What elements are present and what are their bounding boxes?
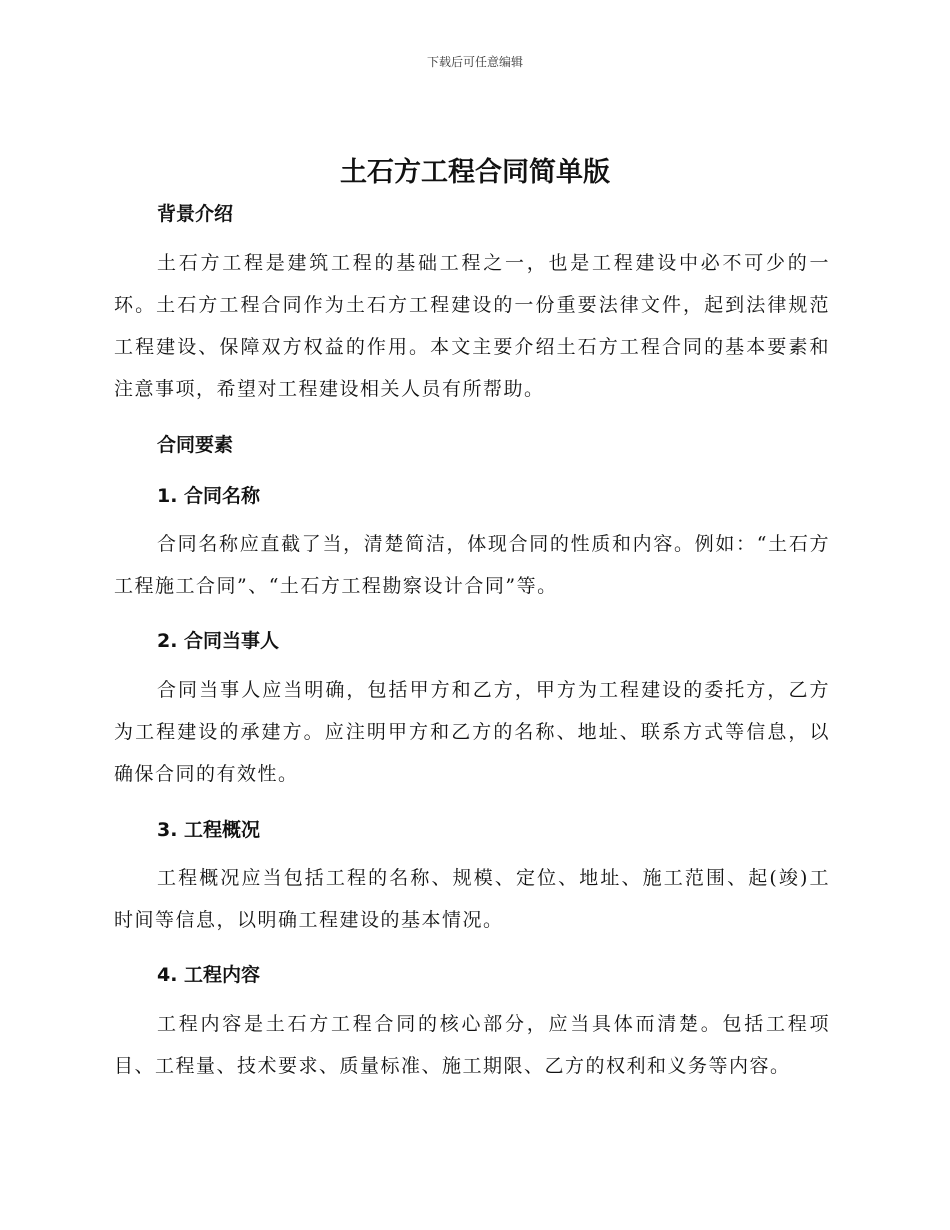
section-paragraph-background: 土石方工程是建筑工程的基础工程之一，也是工程建设中必不可少的一环。土石方工程合同作为土石方工程建设的一份重要法律文件，起到法律规范工程建设、保障双方权益的作用。本文主要介绍土石方工程合同的基本要素和注意事项，希望对工程建设相关人员有所帮助。: [114, 252, 830, 400]
section-heading-contract-name: 1. 合同名称: [157, 485, 261, 507]
section-heading-background: 背景介绍: [157, 203, 234, 225]
section-heading-contract-elements: 合同要素: [157, 434, 234, 456]
section-paragraph-project-overview: 工程概况应当包括工程的名称、规模、定位、地址、施工范围、起(竣)工时间等信息，以明确工程建设的基本情况。: [114, 867, 830, 931]
section-paragraph-project-content: 工程内容是土石方工程合同的核心部分，应当具体而清楚。包括工程项目、工程量、技术要求、质量标准、施工期限、乙方的权利和义务等内容。: [114, 1013, 830, 1077]
section-paragraph-contract-name: 合同名称应直截了当，清楚简洁，体现合同的性质和内容。例如：“土石方工程施工合同”、“土石方工程勘察设计合同”等。: [114, 533, 830, 597]
section-heading-project-overview: 3. 工程概况: [157, 819, 261, 841]
section-heading-contract-parties: 2. 合同当事人: [157, 630, 280, 652]
document-title: 土石方工程合同简单版: [340, 157, 610, 188]
section-paragraph-contract-parties: 合同当事人应当明确，包括甲方和乙方，甲方为工程建设的委托方，乙方为工程建设的承建方。应注明甲方和乙方的名称、地址、联系方式等信息，以确保合同的有效性。: [114, 679, 830, 785]
section-heading-project-content: 4. 工程内容: [157, 964, 261, 986]
page-header-note: 下载后可任意编辑: [426, 55, 523, 69]
